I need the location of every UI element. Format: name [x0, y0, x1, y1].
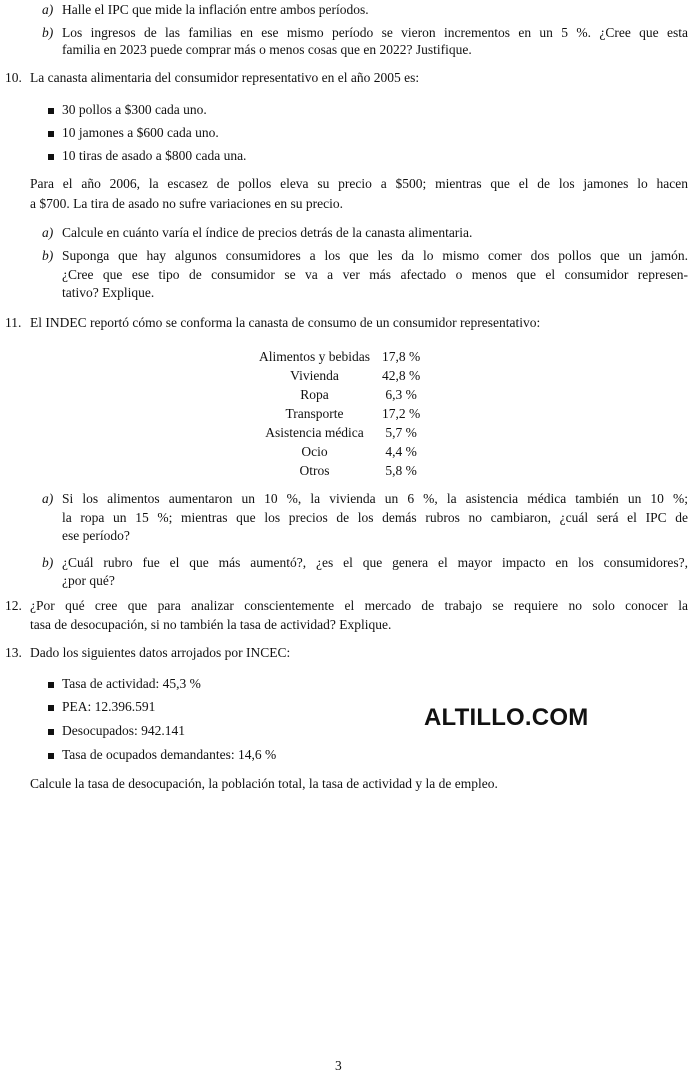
q11-a-text: Si los alimentos aumentaron un 10 %, la vivienda un 6 %, la asistencia médica también un 10 %;: [62, 491, 688, 506]
table-row: [255, 385, 424, 404]
item-label: b): [42, 25, 54, 40]
rubro-cell: Vivienda: [290, 368, 339, 383]
table-row: [255, 442, 424, 461]
item-label: b): [42, 248, 54, 263]
item-label: a): [42, 491, 54, 506]
table-row: [255, 461, 424, 480]
bullet-icon: [48, 729, 54, 735]
q12-text: tasa de desocupación, si no también la tasa de actividad? Explique.: [30, 617, 392, 632]
list-item: PEA: 12.396.591: [62, 699, 156, 714]
percent-cell: 5,8 %: [385, 463, 417, 478]
bullet-icon: [48, 753, 54, 759]
item-label: a): [42, 225, 54, 240]
q10-intro: La canasta alimentaria del consumidor representativo en el año 2005 es:: [30, 70, 420, 85]
list-item: 10 jamones a $600 cada uno.: [62, 125, 219, 140]
q11-b-text: ¿Cuál rubro fue el que más aumentó?, ¿es el que genera el mayor impacto en los consumidores?,: [62, 555, 688, 570]
page-number: 3: [335, 1058, 342, 1073]
q11-b-text: ¿por qué?: [62, 573, 115, 588]
percent-cell: 42,8 %: [382, 368, 421, 383]
q12-text: ¿Por qué cree que para analizar conscientemente el mercado de trabajo se requiere no solo conocer la: [30, 598, 688, 613]
rubro-cell: Transporte: [285, 406, 344, 421]
q10-b-text: tativo? Explique.: [62, 285, 155, 300]
q10-a-text: Calcule en cuánto varía el índice de precios detrás de la canasta alimentaria.: [62, 225, 473, 240]
item-label: a): [42, 2, 54, 17]
percent-cell: 6,3 %: [385, 387, 417, 402]
list-item: 30 pollos a $300 cada uno.: [62, 102, 207, 117]
list-item: 10 tiras de asado a $800 cada una.: [62, 148, 247, 163]
question-number: 10.: [5, 70, 22, 85]
q11-a-text: la ropa un 15 %; mientras que los precios de los demás rubros no cambiaron, ¿cuál será el IPC de: [62, 510, 688, 525]
table-row: [255, 404, 424, 423]
bullet-icon: [48, 154, 54, 160]
rubro-cell: Ropa: [300, 387, 329, 402]
percent-cell: 17,8 %: [382, 349, 421, 364]
rubro-cell: Ocio: [301, 444, 328, 459]
percent-cell: 17,2 %: [382, 406, 421, 421]
list-item: Tasa de actividad: 45,3 %: [62, 676, 201, 691]
q10-b-text: ¿Cree que ese tipo de consumidor se va a ver más afectado o menos que el consumidor represen-: [62, 267, 688, 282]
q10-paragraph: Para el año 2006, la escasez de pollos eleva su precio a $500; mientras que el de los jamones lo hacen: [30, 176, 688, 191]
list-item: Desocupados: 942.141: [62, 723, 185, 738]
q10-b-text: Suponga que hay algunos consumidores a los que les da lo mismo comer dos pollos que un jamón.: [62, 248, 688, 263]
table-row: [255, 423, 424, 442]
q10-paragraph: a $700. La tira de asado no sufre variaciones en su precio.: [30, 196, 344, 211]
q9-b-text: familia en 2023 puede comprar más o menos cosas que en 2022? Justifique.: [62, 42, 472, 57]
q13-intro: Dado los siguientes datos arrojados por INCEC:: [30, 645, 291, 660]
rubro-cell: Otros: [299, 463, 330, 478]
rubro-cell: Asistencia médica: [265, 425, 364, 440]
question-number: 12.: [5, 598, 22, 613]
q11-intro: El INDEC reportó cómo se conforma la canasta de consumo de un consumidor representativo:: [30, 315, 541, 330]
q9-b-text: Los ingresos de las familias en ese mismo período se vieron incrementos en un 5 %. ¿Cree que esta: [62, 25, 688, 40]
rubro-cell: Alimentos y bebidas: [259, 349, 370, 364]
q11-a-text: ese período?: [62, 528, 130, 543]
list-item: Tasa de ocupados demandantes: 14,6 %: [62, 747, 277, 762]
table-row: [255, 366, 424, 385]
bullet-icon: [48, 108, 54, 114]
watermark: ALTILLO.COM: [424, 704, 589, 731]
bullet-icon: [48, 131, 54, 137]
item-label: b): [42, 555, 54, 570]
question-number: 11.: [5, 315, 22, 330]
percent-cell: 4,4 %: [385, 444, 417, 459]
bullet-icon: [48, 682, 54, 688]
q9-a-text: Halle el IPC que mide la inflación entre ambos períodos.: [62, 2, 369, 17]
q13-closing: Calcule la tasa de desocupación, la población total, la tasa de actividad y la de empleo.: [30, 776, 498, 791]
table-row: [255, 347, 424, 366]
percent-cell: 5,7 %: [385, 425, 417, 440]
question-number: 13.: [5, 645, 22, 660]
consumption-basket-table: [255, 347, 424, 480]
bullet-icon: [48, 705, 54, 711]
